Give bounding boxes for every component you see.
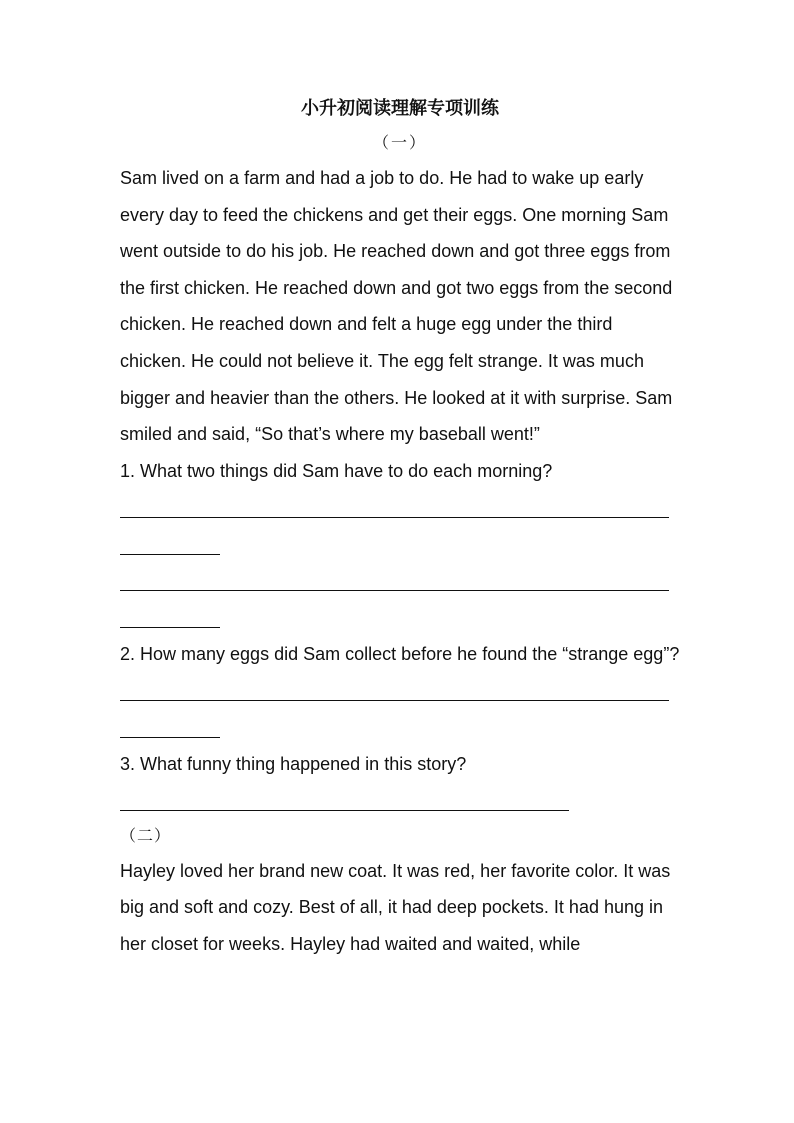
answer-line[interactable] xyxy=(120,599,680,636)
question-1: 1. What two things did Sam have to do each morning? xyxy=(120,460,553,481)
question-2-answer-area xyxy=(120,672,680,745)
section-2-marker: （二） xyxy=(120,825,172,845)
answer-line[interactable] xyxy=(120,672,680,709)
answer-line[interactable] xyxy=(120,526,680,563)
answer-line[interactable] xyxy=(120,782,680,819)
question-3: 3. What funny thing happened in this story? xyxy=(120,753,467,774)
question-2: 2. How many eggs did Sam collect before he found the “strange egg”? xyxy=(120,643,680,664)
section-1-marker: （一） xyxy=(372,133,427,152)
question-1-answer-area xyxy=(120,489,680,635)
answer-line[interactable] xyxy=(120,489,680,526)
answer-line[interactable] xyxy=(120,563,680,600)
answer-line[interactable] xyxy=(120,709,680,746)
worksheet-page xyxy=(120,92,680,962)
section-1-passage: Sam lived on a farm and had a job to do. He had to wake up early every day to feed the chickens and get their eggs. One morning Sam went outside to do his job. He reached down and got three eggs from the first chicken. He reached down and got two eggs from the second chicken. He reached down and felt a huge egg under the third chicken. He could not believe it. The egg felt strange. It was much bigger and heavier than the others. He looked at it with surprise. Sam smiled and said, “So that’s where my baseball went!” xyxy=(120,168,673,445)
section-2-passage: Hayley loved her brand new coat. It was red, her favorite color. It was big and soft and cozy. Best of all, it had deep pockets. It had hung in her closet for weeks. Hayley had waited and waited, while xyxy=(120,860,671,954)
question-3-answer-area xyxy=(120,782,680,819)
worksheet-title: 小升初阅读理解专项训练 xyxy=(301,98,499,119)
